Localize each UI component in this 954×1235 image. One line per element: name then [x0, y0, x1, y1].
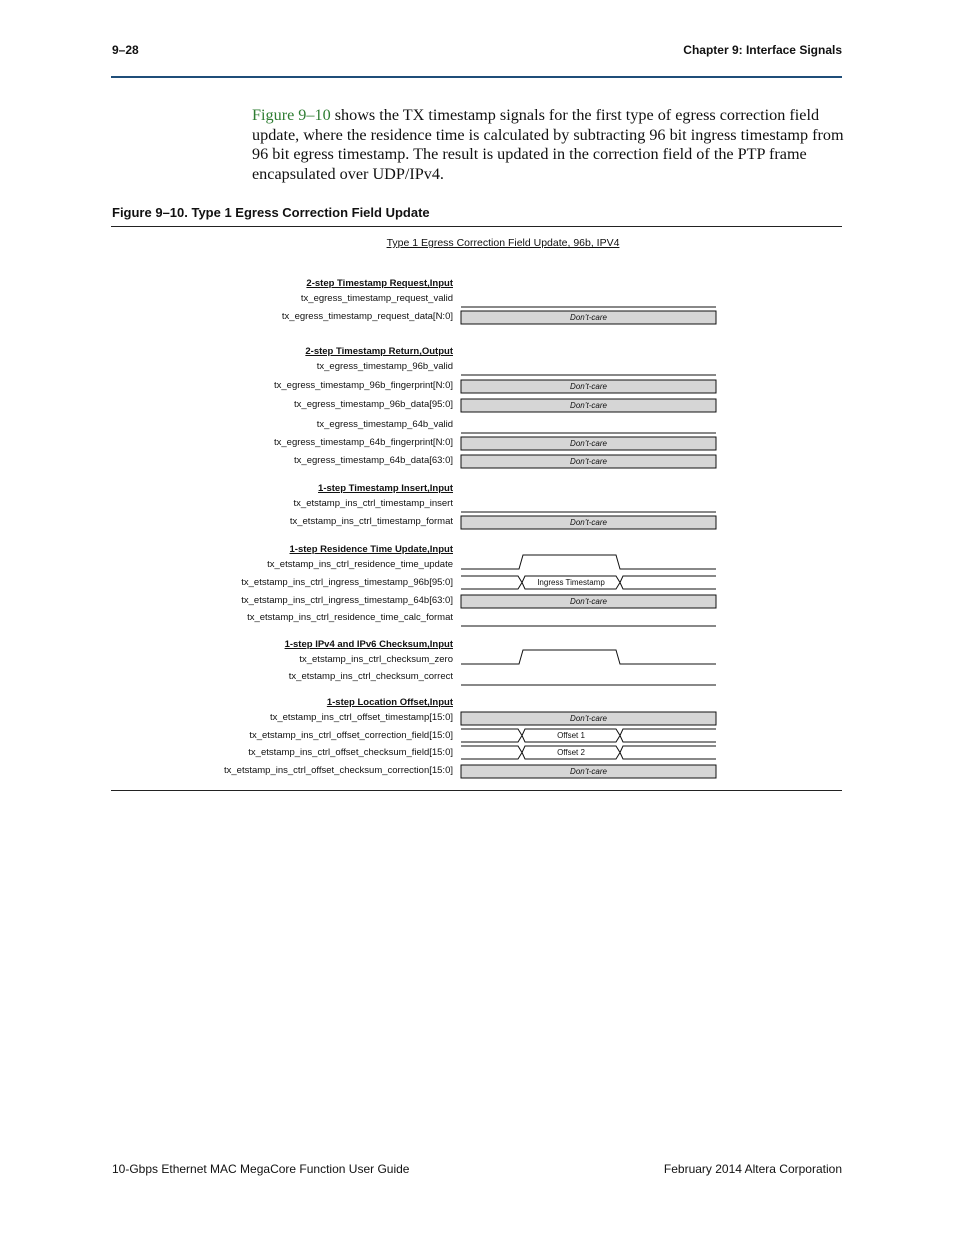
- signal-label: tx_etstamp_ins_ctrl_ingress_timestamp_64b[63:0]: [241, 595, 453, 606]
- page-number: 9–28: [112, 43, 139, 57]
- dont-care-label: Don’t-care: [570, 457, 607, 466]
- waveform-pulse: [461, 555, 716, 569]
- footer-date-company: February 2014 Altera Corporation: [663, 1162, 842, 1176]
- figure-link[interactable]: Figure 9–10: [252, 106, 331, 124]
- signal-label: tx_egress_timestamp_96b_data[95:0]: [294, 399, 453, 410]
- signal-label: tx_etstamp_ins_ctrl_checksum_zero: [299, 654, 453, 665]
- bus-segment: [461, 746, 522, 759]
- signal-group-label: 1-step Location Offset,Input: [326, 697, 453, 708]
- bus-segment: [620, 576, 716, 589]
- bus-segment: [461, 729, 522, 742]
- signal-label: tx_etstamp_ins_ctrl_offset_correction_field[15:0]: [249, 730, 453, 741]
- bus-value-label: Offset 2: [557, 748, 585, 757]
- signal-group-label: 1-step Timestamp Insert,Input: [318, 483, 453, 494]
- signal-label: tx_etstamp_ins_ctrl_offset_checksum_field[15:0]: [248, 747, 453, 758]
- dont-care-label: Don’t-care: [570, 382, 607, 391]
- dont-care-label: Don’t-care: [570, 313, 607, 322]
- signal-label: tx_egress_timestamp_request_data[N:0]: [281, 311, 453, 322]
- signal-label: tx_egress_timestamp_96b_valid: [316, 361, 453, 372]
- bus-segment: [620, 746, 716, 759]
- bus-segment: [461, 576, 522, 589]
- signal-label: tx_etstamp_ins_ctrl_timestamp_insert: [293, 498, 453, 509]
- signal-label: tx_egress_timestamp_64b_data[63:0]: [294, 455, 453, 466]
- intro-text: shows the TX timestamp signals for the first type of egress correction field update, where the residence time is calculated by subtracting 96 bit ingress timestamp from 96 bit egress timestamp. The result is updated in the correction field of the PTP frame encapsulated over UDP/IPv4.: [252, 106, 844, 184]
- dont-care-label: Don’t-care: [570, 597, 607, 606]
- chapter-title: Chapter 9: Interface Signals: [683, 43, 842, 57]
- signal-label: tx_egress_timestamp_64b_valid: [316, 419, 453, 430]
- diagram-title: Type 1 Egress Correction Field Update, 96b, IPV4: [386, 237, 620, 249]
- dont-care-label: Don’t-care: [570, 401, 607, 410]
- signal-group-label: 2-step Timestamp Return,Output: [305, 346, 453, 357]
- signal-group-label: 1-step Residence Time Update,Input: [289, 544, 453, 555]
- signal-label: tx_etstamp_ins_ctrl_timestamp_format: [289, 516, 453, 527]
- waveform-pulse: [461, 650, 716, 664]
- signal-label: tx_etstamp_ins_ctrl_checksum_correct: [288, 671, 453, 682]
- signal-group-label: 1-step IPv4 and IPv6 Checksum,Input: [284, 639, 453, 650]
- signal-label: tx_etstamp_ins_ctrl_residence_time_update: [267, 559, 453, 570]
- dont-care-label: Don’t-care: [570, 439, 607, 448]
- signal-label: tx_egress_timestamp_64b_fingerprint[N:0]: [273, 437, 453, 448]
- bus-value-label: Ingress Timestamp: [537, 578, 605, 587]
- figure-caption: Figure 9–10. Type 1 Egress Correction Field Update: [112, 205, 430, 220]
- signal-label: tx_etstamp_ins_ctrl_offset_timestamp[15:0]: [269, 712, 453, 723]
- dont-care-label: Don’t-care: [570, 518, 607, 527]
- signal-label: tx_etstamp_ins_ctrl_residence_time_calc_format: [247, 612, 453, 623]
- dont-care-label: Don’t-care: [570, 767, 607, 776]
- footer-guide-title: 10-Gbps Ethernet MAC MegaCore Function User Guide: [112, 1162, 410, 1176]
- signal-label: tx_etstamp_ins_ctrl_ingress_timestamp_96b[95:0]: [241, 577, 453, 588]
- signal-label: tx_egress_timestamp_request_valid: [300, 293, 453, 304]
- signal-label: tx_etstamp_ins_ctrl_offset_checksum_correction[15:0]: [224, 765, 453, 776]
- signal-group-label: 2-step Timestamp Request,Input: [306, 278, 453, 289]
- bus-value-label: Offset 1: [557, 731, 585, 740]
- dont-care-label: Don’t-care: [570, 714, 607, 723]
- signal-label: tx_egress_timestamp_96b_fingerprint[N:0]: [273, 380, 453, 391]
- figure-bottom-rule: [111, 790, 842, 791]
- bus-segment: [620, 729, 716, 742]
